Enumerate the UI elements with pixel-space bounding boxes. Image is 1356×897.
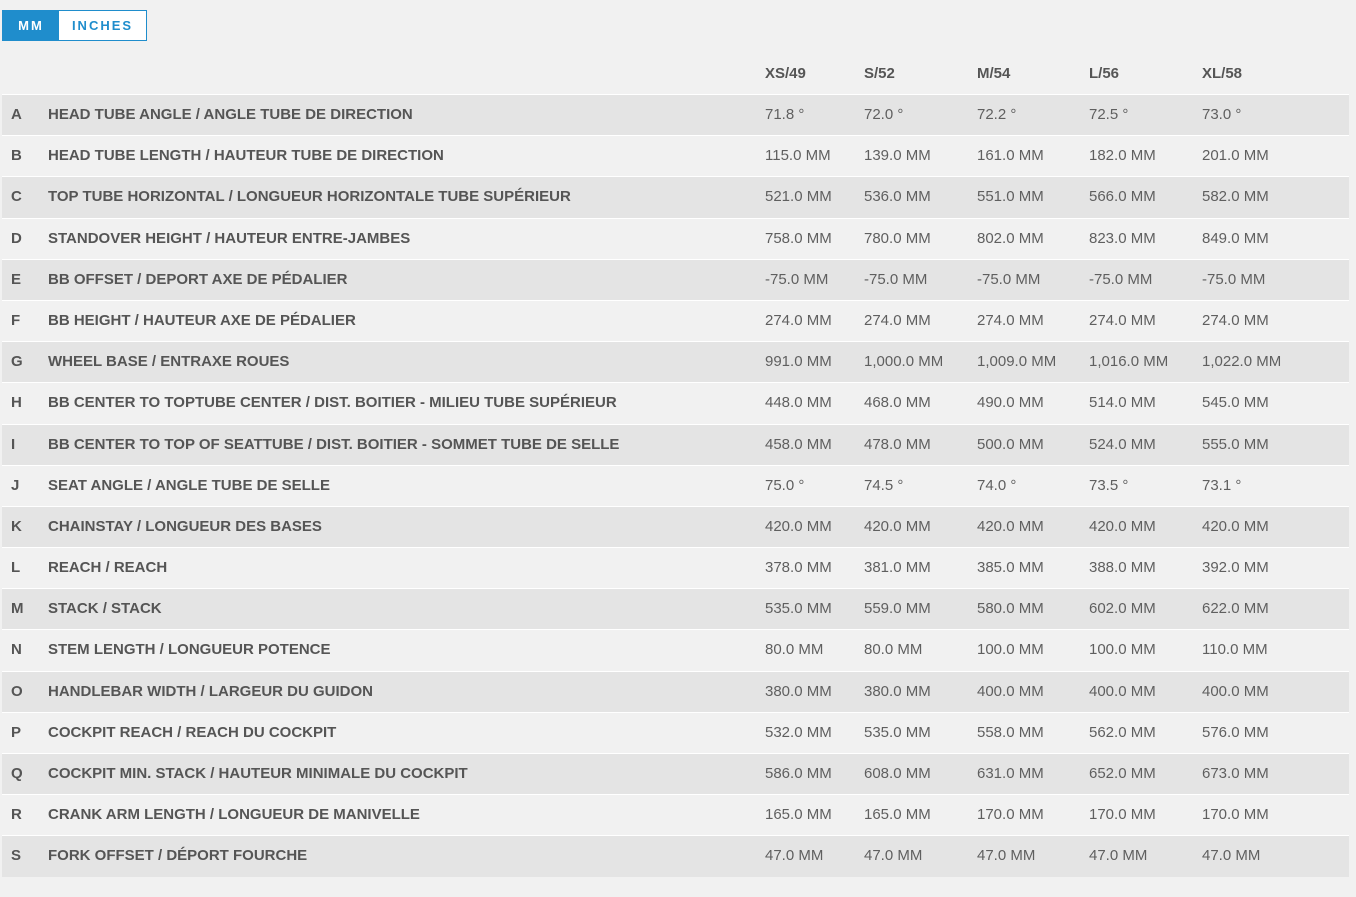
row-value: 849.0 MM	[1202, 229, 1269, 247]
column-header-size: XS/49	[765, 65, 806, 82]
row-value: 551.0 MM	[977, 188, 1044, 206]
row-label: BB CENTER TO TOP OF SEATTUBE / DIST. BOITIER - SOMMET TUBE DE SELLE	[48, 435, 620, 453]
table-row	[2, 259, 1349, 300]
table-row	[2, 218, 1349, 259]
row-label: BB HEIGHT / HAUTEUR AXE DE PÉDALIER	[48, 311, 356, 329]
row-value: 608.0 MM	[864, 765, 931, 782]
row-label: HEAD TUBE ANGLE / ANGLE TUBE DE DIRECTION	[48, 106, 413, 123]
row-value: 458.0 MM	[765, 435, 832, 453]
row-letter: F	[11, 311, 21, 329]
row-value: 562.0 MM	[1089, 723, 1156, 741]
table-row	[2, 671, 1349, 712]
row-value: 381.0 MM	[864, 559, 931, 577]
row-value: 478.0 MM	[864, 435, 931, 453]
row-value: 378.0 MM	[765, 559, 832, 577]
row-label: REACH / REACH	[48, 559, 168, 577]
table-row	[2, 341, 1349, 382]
row-letter: G	[11, 353, 23, 371]
row-value: 201.0 MM	[1202, 147, 1269, 165]
row-value: 1,022.0 MM	[1202, 353, 1282, 371]
row-label: WHEEL BASE / ENTRAXE ROUES	[48, 353, 290, 371]
row-letter: I	[11, 435, 16, 453]
table-row	[2, 506, 1349, 547]
row-value: 602.0 MM	[1089, 600, 1156, 618]
row-value: 74.0 °	[977, 476, 1017, 494]
row-value: 274.0 MM	[1089, 311, 1156, 329]
row-letter: H	[11, 394, 22, 412]
row-value: 566.0 MM	[1089, 188, 1156, 206]
row-value: 535.0 MM	[765, 600, 832, 618]
row-value: 72.2 °	[977, 106, 1017, 123]
row-label: STEM LENGTH / LONGUEUR POTENCE	[48, 641, 331, 659]
row-label: STANDOVER HEIGHT / HAUTEUR ENTRE-JAMBES	[48, 229, 411, 247]
row-value: 420.0 MM	[765, 517, 832, 535]
row-value: 392.0 MM	[1202, 559, 1269, 577]
row-value: 1,000.0 MM	[864, 353, 944, 371]
row-letter: N	[11, 641, 22, 659]
row-value: 758.0 MM	[765, 229, 832, 247]
row-letter: D	[11, 229, 22, 247]
table-row	[2, 94, 1349, 135]
row-label: HANDLEBAR WIDTH / LARGEUR DU GUIDON	[48, 682, 373, 700]
row-value: 420.0 MM	[864, 517, 931, 535]
row-value: 558.0 MM	[977, 723, 1044, 741]
row-value: 420.0 MM	[977, 517, 1044, 535]
row-label: STACK / STACK	[48, 600, 162, 618]
row-letter: P	[11, 723, 22, 741]
row-value: 385.0 MM	[977, 559, 1044, 577]
table-row	[2, 547, 1349, 588]
row-letter: B	[11, 147, 22, 165]
row-value: 170.0 MM	[977, 806, 1044, 824]
inches-unit-button[interactable]: INCHES	[59, 11, 146, 40]
table-row	[2, 176, 1349, 217]
row-value: -75.0 MM	[864, 270, 928, 288]
row-value: 165.0 MM	[765, 806, 832, 824]
row-value: -75.0 MM	[1202, 270, 1266, 288]
row-value: 802.0 MM	[977, 229, 1044, 247]
row-letter: J	[11, 476, 20, 494]
row-value: 622.0 MM	[1202, 600, 1269, 618]
column-header-size: M/54	[977, 65, 1011, 82]
row-label: FORK OFFSET / DÉPORT FOURCHE	[48, 847, 308, 865]
row-letter: R	[11, 806, 22, 824]
row-label: SEAT ANGLE / ANGLE TUBE DE SELLE	[48, 476, 330, 494]
row-value: 80.0 MM	[765, 641, 824, 659]
row-label: COCKPIT REACH / REACH DU COCKPIT	[48, 723, 337, 741]
row-label: COCKPIT MIN. STACK / HAUTEUR MINIMALE DU COCKPIT	[48, 765, 468, 782]
row-value: 274.0 MM	[765, 311, 832, 329]
row-value: 74.5 °	[864, 476, 904, 494]
row-value: 400.0 MM	[1089, 682, 1156, 700]
row-value: -75.0 MM	[1089, 270, 1153, 288]
row-value: 521.0 MM	[765, 188, 832, 206]
row-value: 576.0 MM	[1202, 723, 1269, 741]
table-row	[2, 629, 1349, 670]
row-value: -75.0 MM	[977, 270, 1041, 288]
row-value: 182.0 MM	[1089, 147, 1156, 165]
row-letter: L	[11, 559, 21, 577]
column-header-size: S/52	[864, 65, 895, 82]
row-letter: Q	[11, 765, 23, 782]
row-value: 161.0 MM	[977, 147, 1044, 165]
table-row	[2, 712, 1349, 753]
row-value: 47.0 MM	[977, 847, 1036, 865]
row-value: 991.0 MM	[765, 353, 832, 371]
row-label: TOP TUBE HORIZONTAL / LONGUEUR HORIZONTALE TUBE SUPÉRIEUR	[48, 188, 571, 206]
row-value: 380.0 MM	[765, 682, 832, 700]
row-letter: K	[11, 517, 22, 535]
row-value: 73.1 °	[1202, 476, 1242, 494]
row-value: 110.0 MM	[1202, 641, 1268, 659]
row-value: 47.0 MM	[1202, 847, 1261, 865]
row-value: 555.0 MM	[1202, 435, 1269, 453]
column-header-size: L/56	[1089, 65, 1120, 82]
table-row	[2, 588, 1349, 629]
table-header-row	[2, 53, 1349, 94]
table-row	[2, 424, 1349, 465]
row-value: 524.0 MM	[1089, 435, 1156, 453]
row-value: 468.0 MM	[864, 394, 931, 412]
row-letter: A	[11, 106, 22, 123]
row-value: 514.0 MM	[1089, 394, 1156, 412]
row-label: CRANK ARM LENGTH / LONGUEUR DE MANIVELLE	[48, 806, 420, 824]
unit-toggle	[2, 10, 147, 41]
row-value: 1,016.0 MM	[1089, 353, 1169, 371]
row-label: HEAD TUBE LENGTH / HAUTEUR TUBE DE DIRECTION	[48, 147, 444, 165]
table-row	[2, 753, 1349, 794]
row-value: 823.0 MM	[1089, 229, 1156, 247]
row-value: 500.0 MM	[977, 435, 1044, 453]
row-value: 115.0 MM	[765, 147, 831, 165]
row-value: 586.0 MM	[765, 765, 832, 782]
row-value: 47.0 MM	[1089, 847, 1148, 865]
table-body	[2, 94, 1349, 877]
row-value: 631.0 MM	[977, 765, 1044, 782]
row-value: 47.0 MM	[765, 847, 824, 865]
row-value: 652.0 MM	[1089, 765, 1156, 782]
row-label: BB CENTER TO TOPTUBE CENTER / DIST. BOITIER - MILIEU TUBE SUPÉRIEUR	[48, 394, 617, 412]
row-value: 170.0 MM	[1089, 806, 1156, 824]
table-row	[2, 300, 1349, 341]
row-value: 400.0 MM	[977, 682, 1044, 700]
row-value: 673.0 MM	[1202, 765, 1269, 782]
row-value: 388.0 MM	[1089, 559, 1156, 577]
row-value: 73.5 °	[1089, 476, 1129, 494]
row-value: 165.0 MM	[864, 806, 931, 824]
row-letter: C	[11, 188, 22, 206]
row-value: 47.0 MM	[864, 847, 923, 865]
row-value: 380.0 MM	[864, 682, 931, 700]
row-value: 100.0 MM	[1089, 641, 1156, 659]
row-value: 71.8 °	[765, 106, 805, 123]
row-letter: O	[11, 682, 23, 700]
table-row	[2, 382, 1349, 423]
row-value: 535.0 MM	[864, 723, 931, 741]
geometry-table	[2, 53, 1349, 877]
row-letter: M	[11, 600, 24, 618]
mm-unit-button[interactable]: MM	[3, 11, 59, 40]
row-value: -75.0 MM	[765, 270, 829, 288]
row-value: 545.0 MM	[1202, 394, 1269, 412]
row-value: 274.0 MM	[1202, 311, 1269, 329]
row-value: 400.0 MM	[1202, 682, 1269, 700]
row-value: 420.0 MM	[1089, 517, 1156, 535]
row-letter: E	[11, 270, 22, 288]
row-label: CHAINSTAY / LONGUEUR DES BASES	[48, 517, 322, 535]
row-value: 73.0 °	[1202, 106, 1242, 123]
row-value: 274.0 MM	[977, 311, 1044, 329]
table-row	[2, 835, 1349, 876]
row-value: 420.0 MM	[1202, 517, 1269, 535]
row-value: 72.0 °	[864, 106, 904, 123]
row-value: 100.0 MM	[977, 641, 1044, 659]
table-row	[2, 794, 1349, 835]
row-letter: S	[11, 847, 22, 865]
row-value: 780.0 MM	[864, 229, 931, 247]
row-value: 490.0 MM	[977, 394, 1044, 412]
table-row	[2, 135, 1349, 176]
row-value: 559.0 MM	[864, 600, 931, 618]
column-header-size: XL/58	[1202, 65, 1243, 82]
row-value: 170.0 MM	[1202, 806, 1269, 824]
row-value: 75.0 °	[765, 476, 805, 494]
row-label: BB OFFSET / DEPORT AXE DE PÉDALIER	[48, 270, 348, 288]
row-value: 1,009.0 MM	[977, 353, 1057, 371]
row-value: 580.0 MM	[977, 600, 1044, 618]
table-row	[2, 465, 1349, 506]
row-value: 139.0 MM	[864, 147, 931, 165]
row-value: 532.0 MM	[765, 723, 832, 741]
row-value: 72.5 °	[1089, 106, 1129, 123]
row-value: 448.0 MM	[765, 394, 832, 412]
row-value: 582.0 MM	[1202, 188, 1269, 206]
row-value: 274.0 MM	[864, 311, 931, 329]
row-value: 536.0 MM	[864, 188, 931, 206]
row-value: 80.0 MM	[864, 641, 923, 659]
